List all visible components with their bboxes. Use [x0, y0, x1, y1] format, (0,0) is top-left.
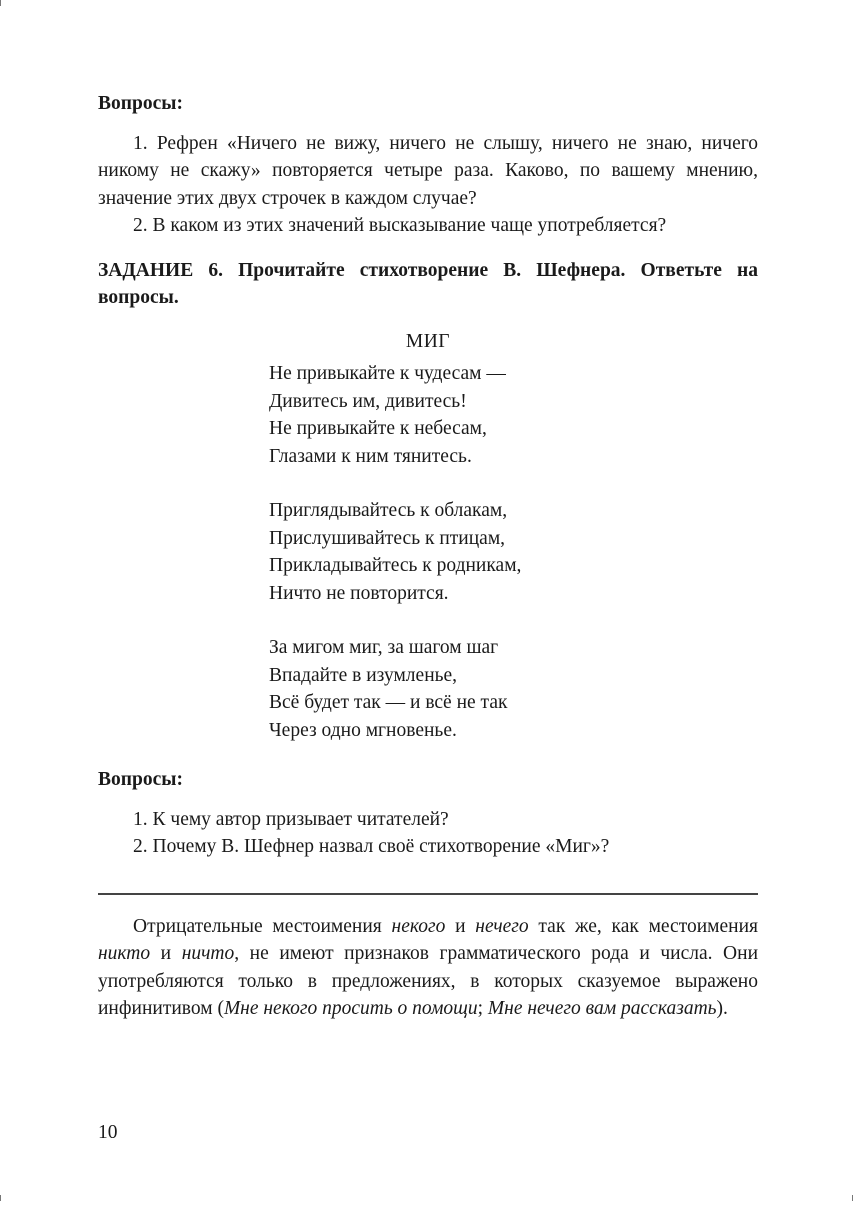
- note-text: так же, как местоимения: [528, 915, 758, 937]
- question-2-1: 1. К чему автор призывает читателей?: [133, 808, 449, 830]
- poem-line: Всё будет так — и всё не так: [269, 692, 508, 713]
- poem-line: Приглядывайтесь к облакам,: [269, 500, 508, 521]
- poem-line: Впадайте в изумленье,: [269, 664, 458, 686]
- poem-line: Глазами к ним тянитесь.: [269, 445, 472, 467]
- note-text: и: [150, 943, 182, 964]
- task-6-instruction: ЗАДАНИЕ 6. Прочитайте стихотворение В. Шефнера. Ответьте на вопросы.: [98, 259, 758, 308]
- poem-title: МИГ: [405, 330, 451, 352]
- note-text: ).: [716, 998, 728, 1019]
- note-text: и: [445, 915, 476, 937]
- question-1-1: 1. Рефрен «Ничего не вижу, ничего не слышу, ничего не знаю, ничего никому не скажу» повторяется четыре раза. Каково, по вашему мнению, значение этих двух строчек в каждом случае?: [98, 132, 758, 209]
- section-divider: [98, 893, 758, 895]
- crop-mark-top-left: [0, 0, 1, 6]
- note-text: , не имеют признаков грамматического рода и числа. Они употребляются только в предложениях, в которых сказуемое выражено инфинитивом (: [98, 943, 759, 1019]
- questions-heading-1: Вопросы:: [98, 93, 183, 114]
- spacer: [98, 794, 758, 806]
- note-text: Отрицательные местоимения: [133, 915, 392, 937]
- questions-heading-2: Вопросы:: [98, 769, 183, 790]
- page-body: [98, 90, 758, 1023]
- question-2-2: 2. Почему В. Шефнер назвал своё стихотворение «Миг»?: [133, 836, 610, 857]
- poem-stanza-3: [269, 634, 758, 744]
- poem-line: Через одно мгновенье.: [269, 719, 457, 741]
- note-example: Мне некого просить о помощи: [223, 998, 478, 1019]
- poem-stanza-2: [269, 497, 758, 607]
- note-example: Мне нечего вам рассказать: [487, 998, 717, 1019]
- note-example: нечего: [475, 915, 529, 937]
- page-number: 10: [98, 1122, 118, 1143]
- grammar-note: [98, 913, 758, 1023]
- note-example: ничто: [181, 943, 235, 964]
- poem-line: Прикладывайтесь к родникам,: [269, 555, 522, 576]
- poem-line: Ничто не повторится.: [269, 582, 449, 604]
- poem-stanza-1: [269, 360, 758, 470]
- spacer: [98, 744, 758, 766]
- note-text: ;: [477, 998, 488, 1019]
- poem-line: Не привыкайте к чудесам —: [269, 363, 506, 384]
- spacer: [98, 240, 758, 257]
- spacer: [98, 118, 758, 130]
- poem-line: Дивитесь им, дивитесь!: [269, 390, 467, 412]
- poem-line: Не привыкайте к небесам,: [269, 418, 487, 439]
- note-example: никто: [98, 943, 151, 964]
- poem: [269, 360, 758, 744]
- note-example: некого: [391, 915, 446, 937]
- crop-mark-bottom-left: [0, 1195, 1, 1201]
- question-1-2: 2. В каком из этих значений высказывание чаще употребляется?: [133, 215, 667, 236]
- poem-line: За мигом миг, за шагом шаг: [269, 637, 499, 658]
- poem-line: Прислушивайтесь к птицам,: [269, 527, 506, 549]
